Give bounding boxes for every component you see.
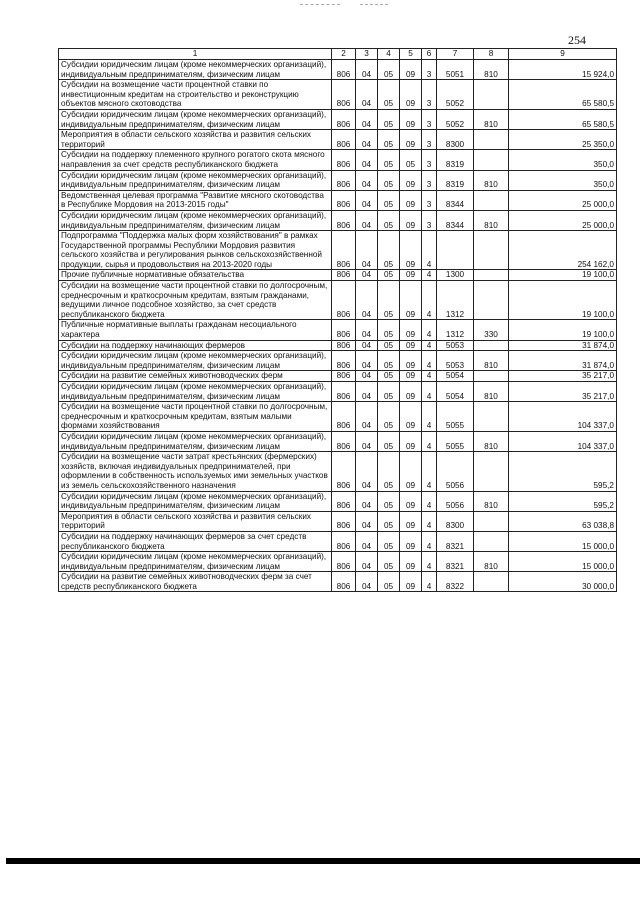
row-target-code: 8300: [437, 130, 474, 150]
row-subsection: 05: [378, 511, 400, 531]
row-subprogram: 3: [422, 60, 437, 80]
row-admin-code: 806: [332, 60, 356, 80]
row-admin-code: 806: [332, 190, 356, 210]
row-program: 09: [400, 80, 422, 110]
row-section: 04: [356, 351, 378, 371]
row-name: Субсидии на поддержку начинающих фермеров за счет средств республиканского бюджета: [59, 531, 332, 551]
row-expense-type: [474, 150, 509, 170]
row-amount: 30 000,0: [509, 572, 617, 592]
row-subsection: 05: [378, 60, 400, 80]
row-name: Субсидии юридическим лицам (кроме некоммерческих организаций), индивидуальным предпринимателям, физическим лицам: [59, 491, 332, 511]
table-row: [59, 270, 617, 281]
row-subprogram: 4: [422, 382, 437, 402]
table-row: [59, 572, 617, 592]
table-row: [59, 190, 617, 210]
row-amount: 350,0: [509, 150, 617, 170]
row-amount: 65 580,5: [509, 80, 617, 110]
row-target-code: 8344: [437, 190, 474, 210]
row-admin-code: 806: [332, 340, 356, 351]
row-target-code: 8322: [437, 572, 474, 592]
row-subsection: 05: [378, 130, 400, 150]
scan-mark: [300, 4, 340, 6]
row-target-code: 5055: [437, 431, 474, 451]
row-amount: 31 874,0: [509, 340, 617, 351]
row-amount: 19 100,0: [509, 320, 617, 340]
row-expense-type: [474, 452, 509, 491]
row-name: Субсидии юридическим лицам (кроме некоммерческих организаций), индивидуальным предпринимателям, физическим лицам: [59, 431, 332, 451]
row-subprogram: 3: [422, 80, 437, 110]
row-subprogram: 4: [422, 572, 437, 592]
row-amount: 350,0: [509, 170, 617, 190]
row-section: 04: [356, 452, 378, 491]
row-program: 09: [400, 402, 422, 432]
table-row: [59, 210, 617, 230]
row-section: 04: [356, 170, 378, 190]
row-target-code: 5053: [437, 351, 474, 371]
table-row: [59, 281, 617, 320]
row-amount: 15 924,0: [509, 60, 617, 80]
row-target-code: 8344: [437, 210, 474, 230]
row-subsection: 05: [378, 431, 400, 451]
row-program: 09: [400, 572, 422, 592]
row-subprogram: 4: [422, 402, 437, 432]
row-subprogram: 3: [422, 109, 437, 129]
row-program: 09: [400, 531, 422, 551]
row-expense-type: 330: [474, 320, 509, 340]
row-name: Субсидии юридическим лицам (кроме некоммерческих организаций), индивидуальным предпринимателям, физическим лицам: [59, 382, 332, 402]
table-row: [59, 511, 617, 531]
row-subsection: 05: [378, 150, 400, 170]
row-admin-code: 806: [332, 210, 356, 230]
row-subprogram: 3: [422, 130, 437, 150]
row-section: 04: [356, 491, 378, 511]
row-subprogram: 4: [422, 320, 437, 340]
row-admin-code: 806: [332, 270, 356, 281]
row-name: Субсидии на развитие семейных животноводческих ферм: [59, 371, 332, 382]
row-expense-type: [474, 402, 509, 432]
row-admin-code: 806: [332, 511, 356, 531]
row-program: 09: [400, 190, 422, 210]
row-expense-type: 810: [474, 109, 509, 129]
row-target-code: 1300: [437, 270, 474, 281]
row-amount: 595,2: [509, 452, 617, 491]
table-row: [59, 231, 617, 270]
row-admin-code: 806: [332, 150, 356, 170]
row-subprogram: 4: [422, 452, 437, 491]
row-target-code: 5052: [437, 80, 474, 110]
table-row: [59, 130, 617, 150]
row-section: 04: [356, 552, 378, 572]
row-admin-code: 806: [332, 382, 356, 402]
row-amount: 63 038,8: [509, 511, 617, 531]
column-header: 4: [378, 49, 400, 60]
row-target-code: 5053: [437, 340, 474, 351]
row-section: 04: [356, 231, 378, 270]
row-subsection: 05: [378, 270, 400, 281]
row-subprogram: 3: [422, 210, 437, 230]
row-subprogram: 3: [422, 190, 437, 210]
table-row: [59, 452, 617, 491]
row-name: Прочие публичные нормативные обязательства: [59, 270, 332, 281]
row-expense-type: [474, 130, 509, 150]
row-subsection: 05: [378, 452, 400, 491]
row-amount: 15 000,0: [509, 552, 617, 572]
row-amount: 19 100,0: [509, 281, 617, 320]
row-section: 04: [356, 402, 378, 432]
row-amount: 31 874,0: [509, 351, 617, 371]
column-header: 6: [422, 49, 437, 60]
row-section: 04: [356, 281, 378, 320]
row-program: 09: [400, 340, 422, 351]
row-target-code: 1312: [437, 281, 474, 320]
row-name: Субсидии юридическим лицам (кроме некоммерческих организаций), индивидуальным предпринимателям, физическим лицам: [59, 109, 332, 129]
row-section: 04: [356, 531, 378, 551]
row-admin-code: 806: [332, 109, 356, 129]
column-header: 7: [437, 49, 474, 60]
row-amount: 25 350,0: [509, 130, 617, 150]
row-admin-code: 806: [332, 491, 356, 511]
row-name: Субсидии юридическим лицам (кроме некоммерческих организаций), индивидуальным предпринимателям, физическим лицам: [59, 351, 332, 371]
row-section: 04: [356, 270, 378, 281]
row-subprogram: 4: [422, 491, 437, 511]
row-subsection: 05: [378, 531, 400, 551]
row-subsection: 05: [378, 552, 400, 572]
table-row: [59, 150, 617, 170]
row-subprogram: 4: [422, 281, 437, 320]
row-subsection: 05: [378, 170, 400, 190]
row-subprogram: 3: [422, 150, 437, 170]
row-subsection: 05: [378, 572, 400, 592]
row-program: 09: [400, 431, 422, 451]
row-expense-type: 810: [474, 431, 509, 451]
row-name: Субсидии на развитие семейных животноводческих ферм за счет средств республиканского бюджета: [59, 572, 332, 592]
row-section: 04: [356, 511, 378, 531]
row-program: 09: [400, 552, 422, 572]
table-row: [59, 402, 617, 432]
row-target-code: 8321: [437, 552, 474, 572]
row-target-code: 5056: [437, 452, 474, 491]
row-section: 04: [356, 60, 378, 80]
row-program: 09: [400, 210, 422, 230]
row-expense-type: [474, 231, 509, 270]
row-target-code: 5052: [437, 109, 474, 129]
table-row: [59, 491, 617, 511]
row-subsection: 05: [378, 281, 400, 320]
row-subprogram: 4: [422, 351, 437, 371]
row-subprogram: 4: [422, 270, 437, 281]
page-number: 254: [568, 33, 586, 47]
row-subprogram: 4: [422, 231, 437, 270]
table-row: [59, 431, 617, 451]
row-admin-code: 806: [332, 351, 356, 371]
row-amount: 35 217,0: [509, 382, 617, 402]
column-header: 9: [509, 49, 617, 60]
column-header: 2: [332, 49, 356, 60]
row-subprogram: 3: [422, 170, 437, 190]
row-target-code: 5054: [437, 371, 474, 382]
row-section: 04: [356, 80, 378, 110]
row-program: 09: [400, 130, 422, 150]
row-expense-type: [474, 270, 509, 281]
row-name: Субсидии на возмещение части процентной ставки по долгосрочным, среднесрочным и краткосрочным кредитам, взятым гражданами, ведущими личное подсобное хозяйство, за счет средств республиканского бюджета: [59, 281, 332, 320]
row-subsection: 05: [378, 231, 400, 270]
header-row: [59, 49, 617, 60]
scan-mark: [360, 4, 388, 6]
row-subsection: 05: [378, 80, 400, 110]
row-admin-code: 806: [332, 80, 356, 110]
row-target-code: 5051: [437, 60, 474, 80]
column-header: 5: [400, 49, 422, 60]
row-admin-code: 806: [332, 572, 356, 592]
row-admin-code: 806: [332, 452, 356, 491]
row-admin-code: 806: [332, 531, 356, 551]
column-header: 1: [59, 49, 332, 60]
table-row: [59, 531, 617, 551]
row-amount: 25 000,0: [509, 210, 617, 230]
row-subsection: 05: [378, 382, 400, 402]
row-admin-code: 806: [332, 231, 356, 270]
row-program: 09: [400, 320, 422, 340]
row-expense-type: 810: [474, 382, 509, 402]
row-program: 09: [400, 281, 422, 320]
row-section: 04: [356, 190, 378, 210]
row-program: 09: [400, 491, 422, 511]
row-program: 09: [400, 170, 422, 190]
row-target-code: 5056: [437, 491, 474, 511]
row-expense-type: 810: [474, 170, 509, 190]
row-target-code: 1312: [437, 320, 474, 340]
budget-table: [58, 48, 617, 592]
row-target-code: 8300: [437, 511, 474, 531]
table-row: [59, 371, 617, 382]
row-program: 09: [400, 109, 422, 129]
row-program: 09: [400, 511, 422, 531]
table-row: [59, 60, 617, 80]
row-subsection: 05: [378, 190, 400, 210]
row-name: Публичные нормативные выплаты гражданам несоциального характера: [59, 320, 332, 340]
row-amount: 19 100,0: [509, 270, 617, 281]
row-program: 05: [400, 150, 422, 170]
row-section: 04: [356, 431, 378, 451]
row-subsection: 05: [378, 109, 400, 129]
row-amount: 254 162,0: [509, 231, 617, 270]
row-target-code: 5054: [437, 382, 474, 402]
row-name: Подпрограмма "Поддержка малых форм хозяйствования" в рамках Государственной программы Республики Мордовия развития сельского хозяйства и регулирования рынков сельскохозяйственной продукции, сырья и продовольствия на 2013-2020 годы: [59, 231, 332, 270]
row-subprogram: 4: [422, 511, 437, 531]
row-subprogram: 4: [422, 340, 437, 351]
row-section: 04: [356, 130, 378, 150]
row-subsection: 05: [378, 340, 400, 351]
row-section: 04: [356, 371, 378, 382]
row-name: Субсидии на возмещение части процентной ставки по долгосрочным, среднесрочным и краткосрочным кредитам, взятым малыми формами хозяйствования: [59, 402, 332, 432]
row-admin-code: 806: [332, 281, 356, 320]
row-program: 09: [400, 452, 422, 491]
row-name: Мероприятия в области сельского хозяйства и развития сельских территорий: [59, 511, 332, 531]
row-expense-type: [474, 190, 509, 210]
row-admin-code: 806: [332, 130, 356, 150]
column-header: 3: [356, 49, 378, 60]
row-amount: 25 000,0: [509, 190, 617, 210]
table-row: [59, 109, 617, 129]
row-section: 04: [356, 382, 378, 402]
row-target-code: 8319: [437, 170, 474, 190]
row-admin-code: 806: [332, 320, 356, 340]
row-expense-type: [474, 511, 509, 531]
row-expense-type: [474, 340, 509, 351]
row-target-code: 8319: [437, 150, 474, 170]
row-admin-code: 806: [332, 402, 356, 432]
row-program: 09: [400, 231, 422, 270]
row-admin-code: 806: [332, 552, 356, 572]
row-target-code: 8321: [437, 531, 474, 551]
row-expense-type: [474, 371, 509, 382]
row-amount: 65 580,5: [509, 109, 617, 129]
row-section: 04: [356, 109, 378, 129]
row-name: Субсидии на возмещение части затрат крестьянских (фермерских) хозяйств, включая индивидуальных предпринимателей, при оформлении в собственность используемых ими земельных участков из земель сельскохозяйственного назначения: [59, 452, 332, 491]
row-amount: 595,2: [509, 491, 617, 511]
row-name: Субсидии на поддержку начинающих фермеров: [59, 340, 332, 351]
row-expense-type: [474, 281, 509, 320]
row-program: 09: [400, 60, 422, 80]
row-subsection: 05: [378, 491, 400, 511]
row-subprogram: 4: [422, 552, 437, 572]
row-section: 04: [356, 340, 378, 351]
row-name: Субсидии юридическим лицам (кроме некоммерческих организаций), индивидуальным предпринимателям, физическим лицам: [59, 552, 332, 572]
row-program: 09: [400, 270, 422, 281]
row-subsection: 05: [378, 320, 400, 340]
table-row: [59, 351, 617, 371]
row-expense-type: 810: [474, 491, 509, 511]
row-expense-type: 810: [474, 552, 509, 572]
row-subprogram: 4: [422, 431, 437, 451]
scan-border: [6, 858, 640, 864]
row-program: 09: [400, 382, 422, 402]
row-name: Ведомственная целевая программа "Развитие мясного скотоводства в Республике Мордовия на 2013-2015 годы": [59, 190, 332, 210]
row-program: 09: [400, 351, 422, 371]
row-subsection: 05: [378, 402, 400, 432]
table-body: [59, 60, 617, 592]
row-amount: 35 217,0: [509, 371, 617, 382]
row-name: Субсидии юридическим лицам (кроме некоммерческих организаций), индивидуальным предпринимателям, физическим лицам: [59, 210, 332, 230]
row-name: Субсидии на возмещение части процентной ставки по инвестиционным кредитам на строительство и реконструкцию объектов мясного скотоводства: [59, 80, 332, 110]
table-row: [59, 340, 617, 351]
row-section: 04: [356, 150, 378, 170]
row-expense-type: [474, 531, 509, 551]
row-expense-type: 810: [474, 210, 509, 230]
row-subprogram: 4: [422, 371, 437, 382]
row-name: Субсидии юридическим лицам (кроме некоммерческих организаций), индивидуальным предпринимателям, физическим лицам: [59, 170, 332, 190]
row-expense-type: 810: [474, 60, 509, 80]
row-amount: 15 000,0: [509, 531, 617, 551]
column-header: 8: [474, 49, 509, 60]
table-row: [59, 170, 617, 190]
row-name: Субсидии на поддержку племенного крупного рогатого скота мясного направления за счет средств республиканского бюджета: [59, 150, 332, 170]
row-subprogram: 4: [422, 531, 437, 551]
row-admin-code: 806: [332, 371, 356, 382]
row-name: Субсидии юридическим лицам (кроме некоммерческих организаций), индивидуальным предпринимателям, физическим лицам: [59, 60, 332, 80]
row-section: 04: [356, 210, 378, 230]
row-amount: 104 337,0: [509, 402, 617, 432]
row-subsection: 05: [378, 351, 400, 371]
row-amount: 104 337,0: [509, 431, 617, 451]
row-expense-type: [474, 572, 509, 592]
row-subsection: 05: [378, 371, 400, 382]
row-name: Мероприятия в области сельского хозяйства и развития сельских территорий: [59, 130, 332, 150]
table-row: [59, 80, 617, 110]
row-subsection: 05: [378, 210, 400, 230]
row-admin-code: 806: [332, 431, 356, 451]
row-section: 04: [356, 320, 378, 340]
row-target-code: 5055: [437, 402, 474, 432]
table-row: [59, 552, 617, 572]
row-admin-code: 806: [332, 170, 356, 190]
table-row: [59, 382, 617, 402]
row-expense-type: [474, 80, 509, 110]
row-target-code: [437, 231, 474, 270]
row-section: 04: [356, 572, 378, 592]
table-row: [59, 320, 617, 340]
row-program: 09: [400, 371, 422, 382]
row-expense-type: 810: [474, 351, 509, 371]
